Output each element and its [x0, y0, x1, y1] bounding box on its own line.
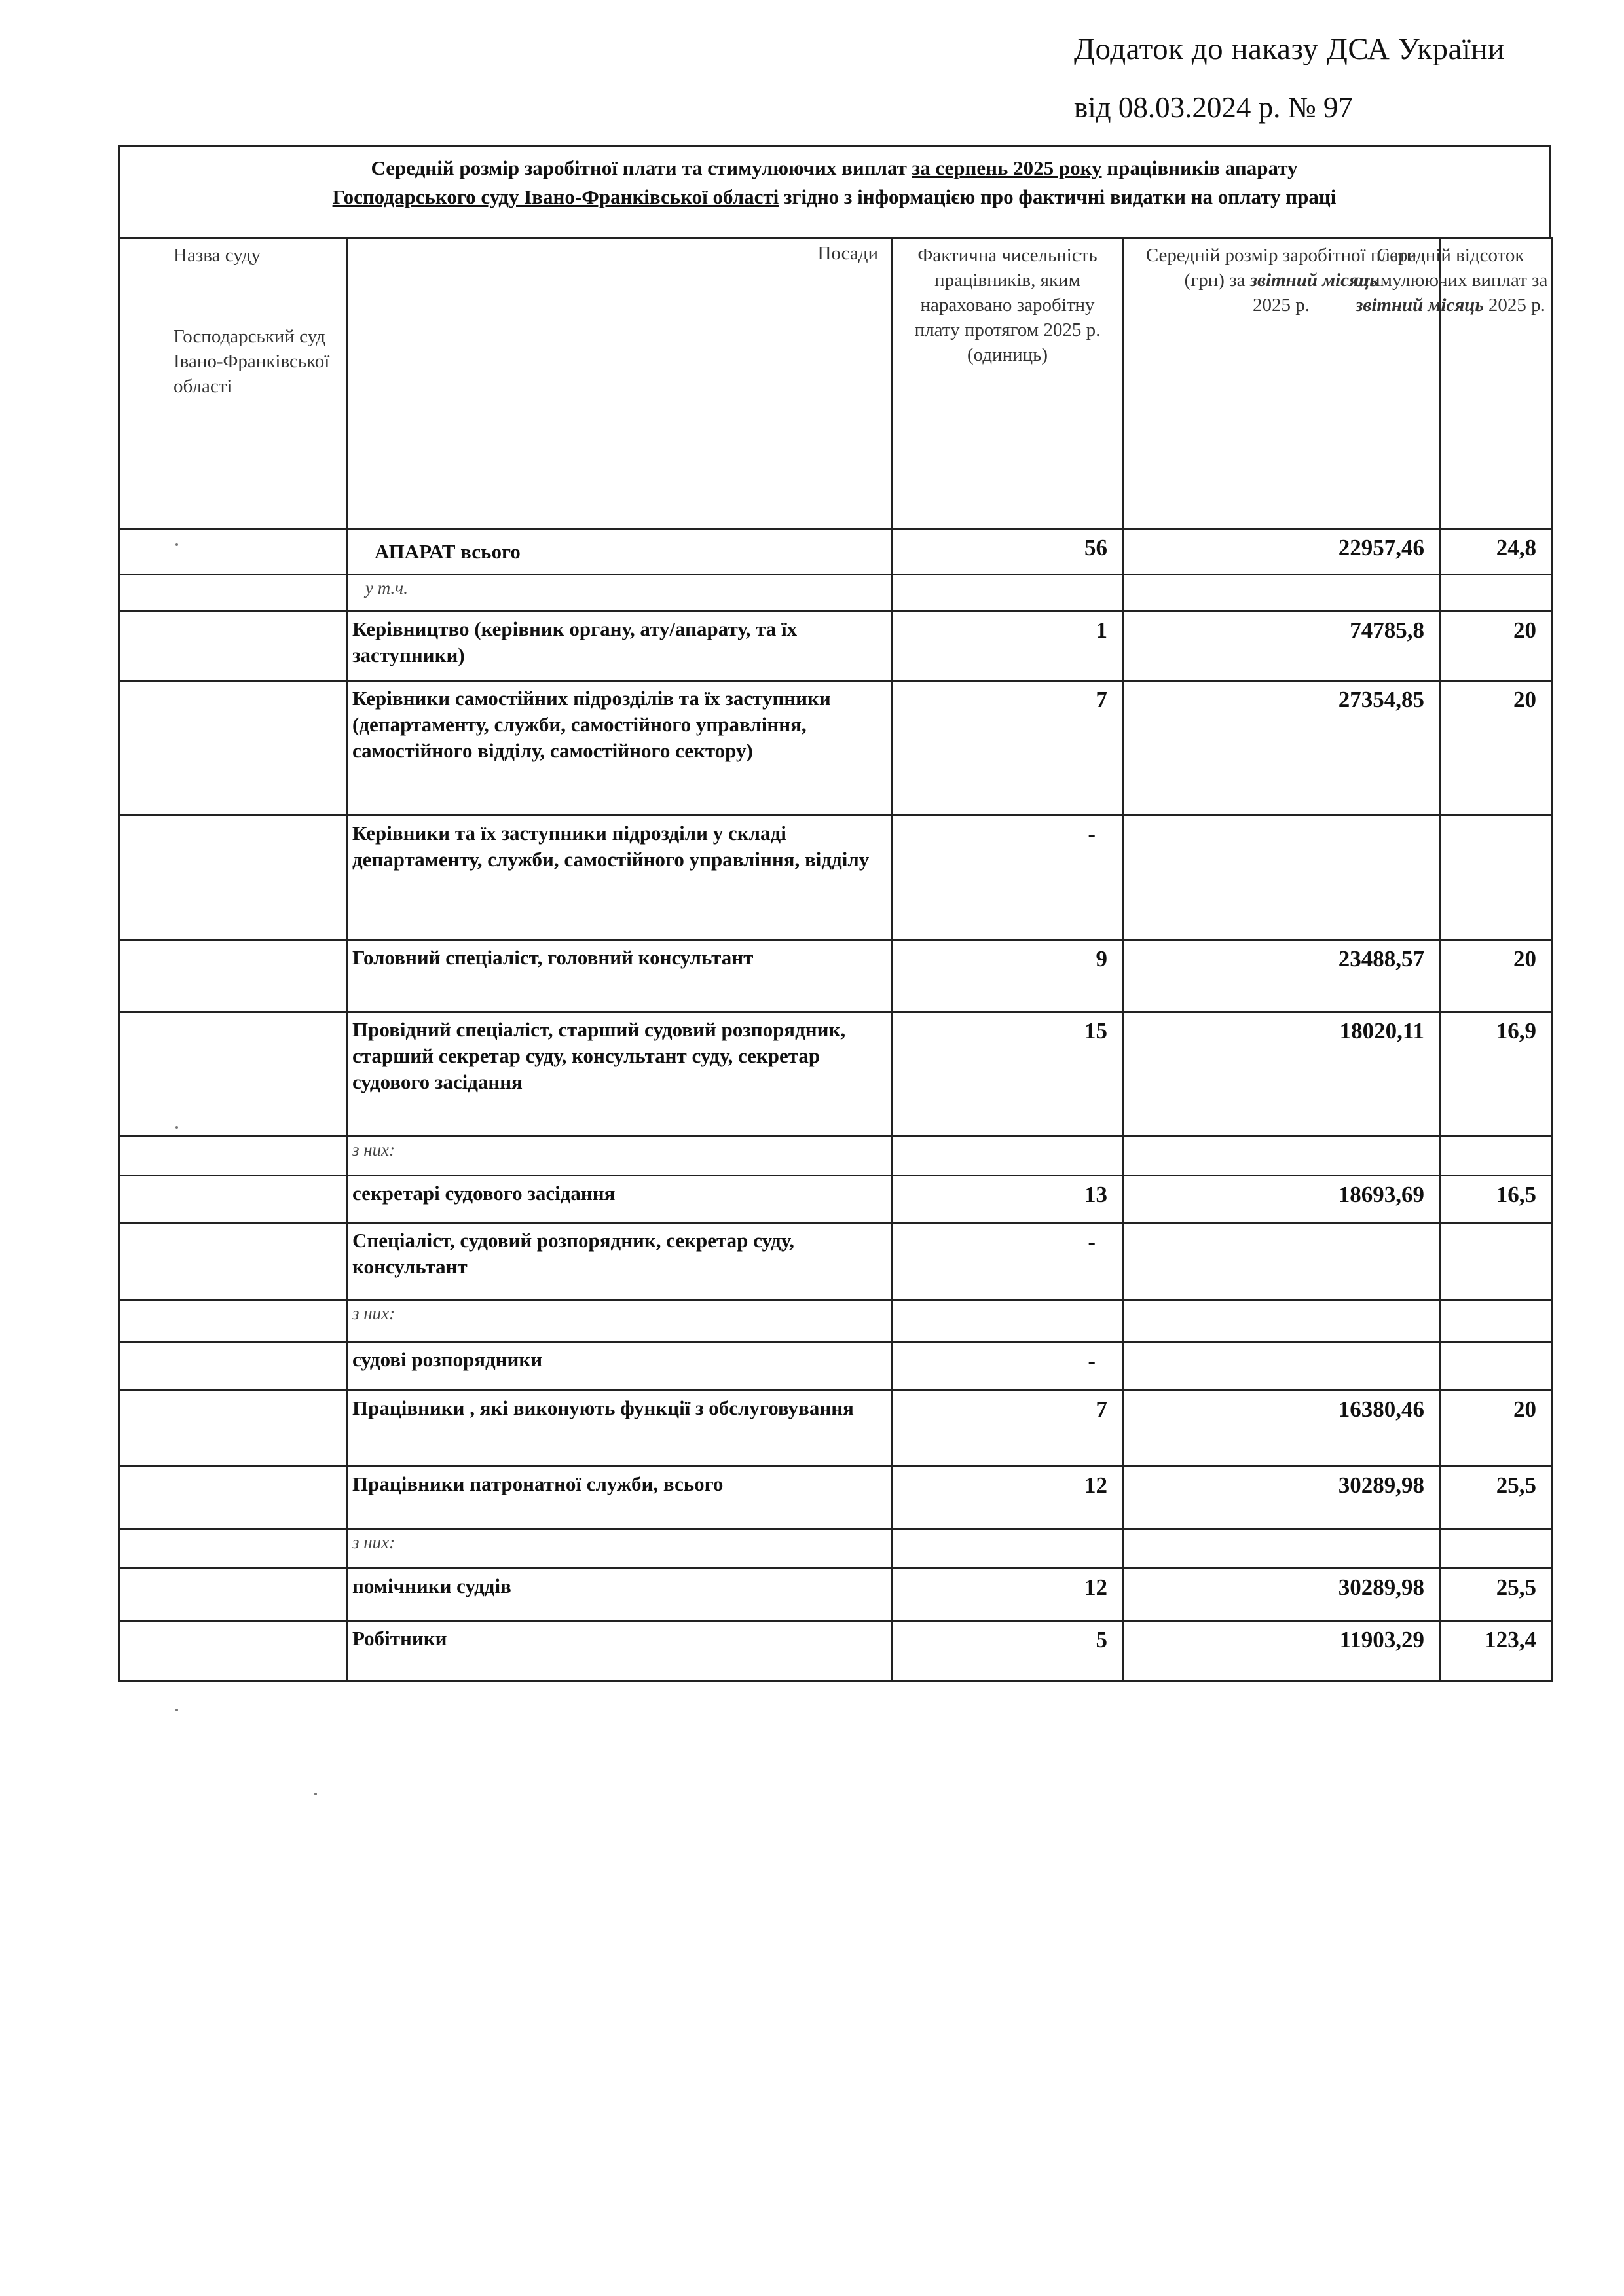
table-row: [119, 1529, 1552, 1569]
court-name-header: Назва суду: [174, 245, 261, 266]
scan-speck: [175, 543, 178, 546]
salary-header-pre: Середній розмір заробітної плати (грн) за: [1145, 245, 1417, 291]
bonus-cell: [1440, 1223, 1552, 1300]
count-cell: [893, 681, 1123, 816]
bonus-cell: [1440, 1176, 1552, 1223]
position-label: у т.ч.: [365, 578, 408, 598]
bonus-value: 16,9: [1496, 1018, 1536, 1044]
count-value: 9: [1096, 946, 1107, 972]
bonus-value: 25,5: [1496, 1472, 1536, 1498]
court-cell: [119, 1621, 348, 1681]
position-label: Головний спеціаліст, головний консультант: [352, 946, 754, 969]
salary-cell: [1123, 1529, 1440, 1569]
salary-cell: [1123, 529, 1440, 575]
position-label: Робітники: [352, 1627, 447, 1650]
count-value: 7: [1096, 687, 1107, 712]
count-cell: [893, 1342, 1123, 1391]
table-row: [119, 611, 1552, 681]
table-row: [119, 529, 1552, 575]
court-cell: [119, 681, 348, 816]
appendix-header: Додаток до наказу ДСА України: [1074, 32, 1505, 66]
court-name-value: Господарський суд Івано-Франківської області: [174, 326, 330, 397]
position-cell: [348, 529, 893, 575]
salary-cell: [1123, 1569, 1440, 1621]
position-label: Керівництво (керівник органу, ату/апарату, та їх заступники): [352, 617, 798, 666]
salary-value: [1124, 1301, 1439, 1306]
count-cell: [893, 611, 1123, 681]
salary-cell: [1123, 1137, 1440, 1176]
table-row: [119, 1012, 1552, 1137]
table-row: [119, 1300, 1552, 1342]
court-cell: [119, 575, 348, 611]
position-cell: [348, 1569, 893, 1621]
count-value: -: [1088, 822, 1096, 847]
bonus-value: 20: [1513, 617, 1536, 643]
bonus-cell: [1440, 1012, 1552, 1137]
salary-cell: [1123, 940, 1440, 1012]
title-court: Господарського суду Івано-Франківської області: [332, 185, 779, 208]
court-cell: [119, 1012, 348, 1137]
bonus-cell: [1440, 1529, 1552, 1569]
table-row: [119, 1176, 1552, 1223]
count-cell: [893, 1300, 1123, 1342]
bonus-cell: [1440, 940, 1552, 1012]
bonus-cell: [1440, 529, 1552, 575]
table-row: [119, 1391, 1552, 1467]
position-label: АПАРАТ всього: [375, 540, 521, 563]
table-row: [119, 940, 1552, 1012]
position-label: Провідний спеціаліст, старший судовий розпорядник, старший секретар суду, консультант суду, секретар судового засідання: [352, 1018, 846, 1093]
bonus-value: 20: [1513, 946, 1536, 972]
bonus-value: 20: [1513, 1396, 1536, 1422]
count-cell: [893, 575, 1123, 611]
bonus-header-pre: Середній відсоток стимулюючих виплат за: [1353, 245, 1548, 291]
position-label: судові розпорядники: [352, 1348, 543, 1371]
court-cell: [119, 1137, 348, 1176]
count-value: [893, 1301, 1122, 1306]
position-label: секретарі судового засідання: [352, 1182, 616, 1205]
position-cell: [348, 1176, 893, 1223]
position-label: Працівники , які виконують функції з обслуговування: [352, 1396, 854, 1419]
court-cell: [119, 816, 348, 940]
position-cell: [348, 1012, 893, 1137]
salary-value: [1124, 816, 1439, 822]
count-value: -: [1088, 1348, 1096, 1374]
position-label: Керівники самостійних підрозділів та їх заступники (департаменту, служби, самостійного управління, самостійного відділу, самостійного сектору): [352, 687, 831, 762]
court-cell: [119, 529, 348, 575]
count-cell: [893, 1529, 1123, 1569]
table-row: [119, 1621, 1552, 1681]
position-label: помічники суддів: [352, 1575, 511, 1597]
salary-header-italic: звітний місяць: [1249, 270, 1378, 291]
court-cell: [119, 611, 348, 681]
count-cell: [893, 1467, 1123, 1529]
position-cell: [348, 1529, 893, 1569]
count-value: 5: [1096, 1627, 1107, 1652]
salary-table: [118, 237, 1553, 1682]
report-title: [118, 145, 1551, 238]
count-cell: [893, 529, 1123, 575]
position-cell: [348, 681, 893, 816]
title-period: за серпень 2025 року: [912, 156, 1102, 179]
bonus-cell: [1440, 1391, 1552, 1467]
court-cell: [119, 940, 348, 1012]
bonus-value: 123,4: [1485, 1627, 1536, 1652]
position-cell: [348, 1342, 893, 1391]
salary-value: 16380,46: [1338, 1396, 1424, 1422]
bonus-value: [1441, 1343, 1551, 1348]
bonus-cell: [1440, 1342, 1552, 1391]
count-cell: [893, 1223, 1123, 1300]
scan-speck: [175, 1126, 178, 1129]
salary-cell: [1123, 1012, 1440, 1137]
bonus-value: [1441, 1224, 1551, 1229]
salary-cell: [1123, 816, 1440, 940]
bonus-header-cell: [1353, 238, 1552, 529]
court-cell: [119, 1300, 348, 1342]
count-header-cell: [893, 238, 1123, 529]
bonus-value: [1441, 816, 1551, 822]
bonus-cell: [1440, 1137, 1552, 1176]
position-label: з них:: [352, 1533, 396, 1552]
count-cell: [893, 1569, 1123, 1621]
count-header: Фактична чисельність працівників, яким нараховано заробітну плату протягом 2025 р. (одиниць): [914, 245, 1101, 365]
count-cell: [893, 816, 1123, 940]
count-cell: [893, 1176, 1123, 1223]
court-cell: [119, 1569, 348, 1621]
bonus-cell: [1440, 1467, 1552, 1529]
position-label: з них:: [352, 1140, 396, 1159]
positions-header: Посади: [817, 243, 878, 264]
count-cell: [893, 940, 1123, 1012]
salary-value: [1124, 1530, 1439, 1535]
salary-value: [1124, 1224, 1439, 1229]
bonus-cell: [1440, 611, 1552, 681]
position-cell: [348, 1300, 893, 1342]
bonus-value: 16,5: [1496, 1182, 1536, 1207]
count-value: 56: [1084, 535, 1107, 560]
salary-cell: [1123, 681, 1440, 816]
count-value: 13: [1084, 1182, 1107, 1207]
position-cell: [348, 1223, 893, 1300]
bonus-value: [1441, 575, 1551, 581]
salary-cell: [1123, 1621, 1440, 1681]
position-cell: [348, 611, 893, 681]
salary-value: [1124, 1137, 1439, 1142]
scan-speck: [314, 1793, 317, 1795]
bonus-cell: [1440, 1569, 1552, 1621]
scan-speck: [175, 1709, 178, 1711]
salary-value: 18693,69: [1338, 1182, 1424, 1207]
bonus-cell: [1440, 681, 1552, 816]
count-cell: [893, 1621, 1123, 1681]
bonus-header-post: 2025 р.: [1483, 295, 1545, 316]
count-value: 15: [1084, 1018, 1107, 1044]
table-row: [119, 1569, 1552, 1621]
positions-header-cell: [348, 238, 893, 529]
table-row: [119, 1467, 1552, 1529]
table-row: [119, 1223, 1552, 1300]
salary-value: 22957,46: [1338, 535, 1424, 560]
bonus-value: 24,8: [1496, 535, 1536, 560]
count-cell: [893, 1391, 1123, 1467]
court-cell: [119, 1223, 348, 1300]
court-cell: [119, 1342, 348, 1391]
count-cell: [893, 1012, 1123, 1137]
position-cell: [348, 940, 893, 1012]
position-label: Керівники та їх заступники підрозділи у складі департаменту, служби, самостійного управління, відділу: [352, 822, 870, 871]
bonus-value: [1441, 1137, 1551, 1142]
position-cell: [348, 1137, 893, 1176]
bonus-value: 20: [1513, 687, 1536, 712]
position-cell: [348, 816, 893, 940]
count-value: 12: [1084, 1575, 1107, 1600]
count-value: [893, 575, 1122, 581]
count-value: -: [1088, 1229, 1096, 1254]
bonus-cell: [1440, 1621, 1552, 1681]
court-cell: [119, 1467, 348, 1529]
bonus-value: [1441, 1301, 1551, 1306]
table-row: [119, 1137, 1552, 1176]
court-cell: [119, 1176, 348, 1223]
count-value: 7: [1096, 1396, 1107, 1422]
bonus-cell: [1440, 1300, 1552, 1342]
salary-cell: [1123, 1391, 1440, 1467]
bonus-cell: [1440, 816, 1552, 940]
salary-value: [1124, 1343, 1439, 1348]
position-cell: [348, 575, 893, 611]
count-value: [893, 1137, 1122, 1142]
order-reference: від 08.03.2024 р. № 97: [1074, 91, 1353, 124]
position-cell: [348, 1621, 893, 1681]
count-cell: [893, 1137, 1123, 1176]
title-part1: Середній розмір заробітної плати та стимулюючих виплат: [371, 156, 912, 179]
title-part2: працівників апарату: [1101, 156, 1298, 179]
title-part3: згідно з інформацією про фактичні видатки на оплату праці: [779, 185, 1337, 208]
position-label: Спеціаліст, судовий розпорядник, секретар суду, консультант: [352, 1229, 794, 1278]
salary-header-post: 2025 р.: [1253, 295, 1310, 316]
salary-value: 30289,98: [1338, 1575, 1424, 1600]
table-header-row: [119, 238, 1552, 529]
table-row: [119, 1342, 1552, 1391]
court-name-cell: [119, 238, 348, 529]
position-cell: [348, 1467, 893, 1529]
count-value: [893, 1530, 1122, 1535]
salary-value: 27354,85: [1338, 687, 1424, 712]
position-label: з них:: [352, 1303, 396, 1323]
salary-value: [1124, 575, 1439, 581]
bonus-header-italic: звітний місяць: [1356, 295, 1484, 316]
position-label: Працівники патронатної служби, всього: [352, 1472, 724, 1495]
salary-cell: [1123, 1342, 1440, 1391]
salary-value: 74785,8: [1350, 617, 1424, 643]
position-cell: [348, 1391, 893, 1467]
table-row: [119, 816, 1552, 940]
court-cell: [119, 1391, 348, 1467]
salary-value: 18020,11: [1339, 1018, 1424, 1044]
bonus-value: [1441, 1530, 1551, 1535]
table-row: [119, 575, 1552, 611]
count-value: 1: [1096, 617, 1107, 643]
salary-value: 30289,98: [1338, 1472, 1424, 1498]
bonus-value: 25,5: [1496, 1575, 1536, 1600]
count-value: 12: [1084, 1472, 1107, 1498]
salary-value: 11903,29: [1339, 1627, 1424, 1652]
salary-cell: [1123, 1176, 1440, 1223]
bonus-cell: [1440, 575, 1552, 611]
salary-cell: [1123, 1467, 1440, 1529]
salary-cell: [1123, 1300, 1440, 1342]
salary-cell: [1123, 1223, 1440, 1300]
court-cell: [119, 1529, 348, 1569]
table-row: [119, 681, 1552, 816]
salary-cell: [1123, 611, 1440, 681]
salary-cell: [1123, 575, 1440, 611]
salary-value: 23488,57: [1338, 946, 1424, 972]
